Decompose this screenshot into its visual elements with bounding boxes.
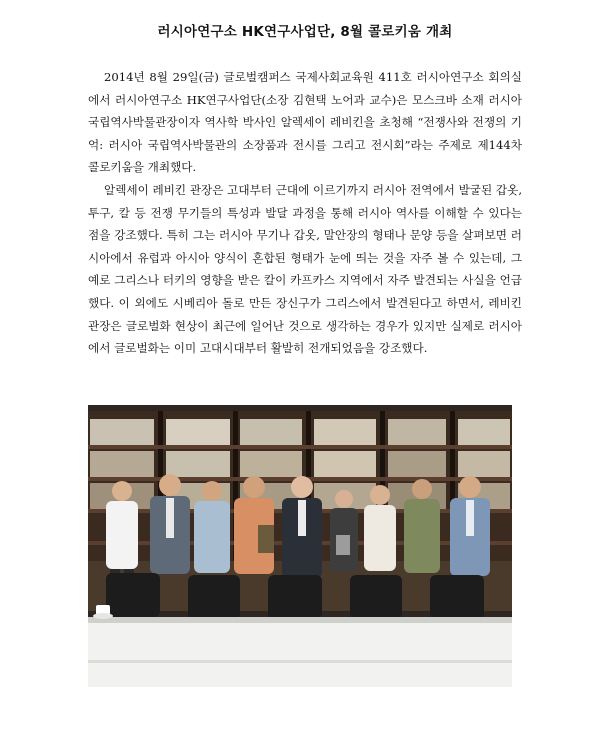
paragraph-2: 알렉세이 레비킨 관장은 고대부터 근대에 이르기까지 러시아 전역에서 발굴된 갑옷, 투구, 칼 등 전쟁 무기들의 특성과 발달 과정을 통해 러시아 역사를 이해할 수 있다는 점을 강조했다. 특히 그는 러시아 무기나 갑옷, 말안장의 형태나 문양 등을 살펴보면 러시아에서 유럽과 아시아 양식이 혼합된 형태가 눈에 띄는 것을 자주 볼 수 있는데, 그 예로 그리스나 터키의 영향을 받은 칼이 카프카스 지역에서 자주 발견되는 사실을 언급했다. 이 외에도 시베리아 돌로 만든 장신구가 그리스에서 발견된다고 하면서, 레비킨 관장은 글로벌화 현상이 최근에 일어난 것으로 생각하는 경우가 있지만 실제로 러시아에서 글로벌화는 이미 고대시대부터 활발히 전개되었음을 강조했다. [88,182,522,356]
group-photo-illustration [88,405,512,687]
group-photo [88,405,512,687]
article-body [88,66,522,360]
page-title: 러시아연구소 HK연구사업단, 8월 콜로키움 개최 [157,24,453,40]
paragraph-1: 2014년 8월 29일(금) 글로벌캠퍼스 국제사회교육원 411호 러시아연구소 회의실에서 러시아연구소 HK연구사업단(소장 김현택 노어과 교수)은 모스크바 소재 러시아국립역사박물관장이자 역사학 박사인 알렉세이 레비킨을 초청해 “전쟁사와 전쟁의 기억: 러시아 국립역사박물관의 소장품과 전시를 그리고 전시회”라는 주제로 제144차 콜로키움을 개최했다. [88,70,522,175]
